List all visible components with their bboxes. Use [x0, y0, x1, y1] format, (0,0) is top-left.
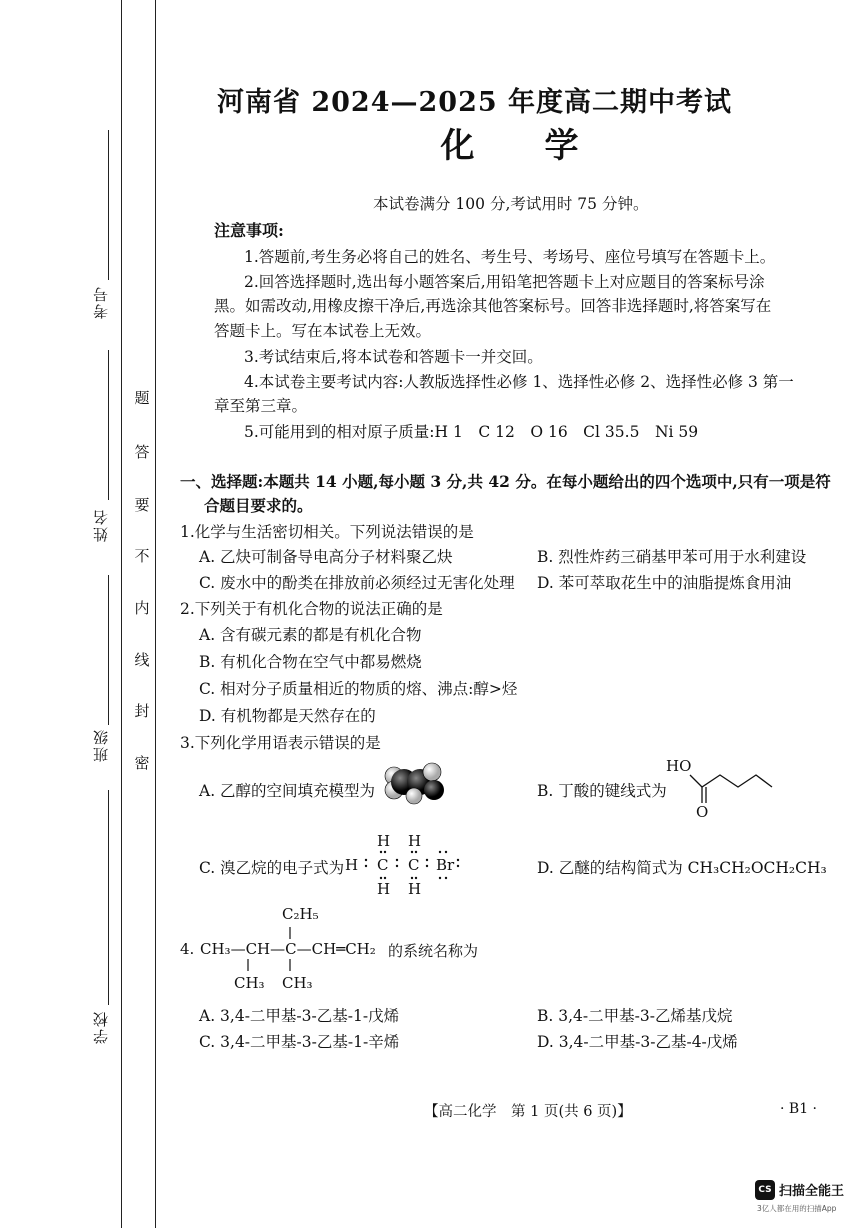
seal-char: 答 — [134, 443, 150, 461]
q4-number: 4. — [180, 940, 195, 958]
q2-option-a: A. 含有碳元素的都是有机化合物 — [199, 626, 422, 644]
q3-option-b: B. 丁酸的键线式为 — [537, 782, 667, 800]
section-heading: 合题目要求的。 — [204, 496, 313, 515]
exam-no-label: 考号 — [92, 285, 110, 319]
binding-line-inner — [155, 0, 156, 1228]
notice-line: 5.可能用到的相对原子质量:H 1 C 12 O 16 Cl 35.5 Ni 59 — [244, 423, 699, 441]
camscanner-name: 扫描全能王 — [779, 1184, 845, 1199]
q4-option-a: A. 3,4-二甲基-3-乙基-1-戊烯 — [199, 1007, 400, 1025]
paper-code: · B1 · — [780, 1101, 817, 1117]
q4-bottom-left: CH₃ — [234, 974, 265, 992]
notice-line: 答题卡上。写在本试卷上无效。 — [214, 322, 432, 340]
ef-c-1: C — [377, 856, 389, 874]
q4-top-group: C₂H₅ — [282, 905, 319, 923]
ef-c-2: C — [408, 856, 420, 874]
notice-line: 黑。如需改动,用橡皮擦干净后,再选涂其他答案标号。回答非选择题时,将答案写在 — [214, 297, 772, 315]
binding-line-outer — [121, 0, 122, 1228]
electron-dots — [355, 848, 465, 888]
q1-option-c: C. 废水中的酚类在排放前必须经过无害化处理 — [199, 574, 515, 592]
seal-char: 线 — [134, 651, 150, 669]
butyric-acid-o: O — [696, 803, 709, 821]
ef-h-top-1: H — [377, 832, 391, 850]
exam-info: 本试卷满分 100 分,考试用时 75 分钟。 — [373, 195, 649, 213]
seal-char: 题 — [134, 389, 150, 407]
notice-heading: 注意事项: — [214, 221, 284, 240]
q3-option-a: A. 乙醇的空间填充模型为 — [199, 782, 376, 800]
butyric-acid-skeletal-formula — [660, 755, 780, 815]
q2-option-d: D. 有机物都是天然存在的 — [199, 707, 376, 725]
class-rule — [108, 575, 109, 725]
page-footer: 【高二化学 第 1 页(共 6 页)】 — [424, 1104, 632, 1120]
ef-h-bottom-1: H — [377, 880, 391, 898]
diethyl-ether-formula: CH₃CH₂OCH₂CH₃ — [687, 859, 827, 877]
notice-line: 2.回答选择题时,选出每小题答案后,用铅笔把答题卡上对应题目的答案标号涂 — [244, 273, 765, 291]
q4-suffix: 的系统名称为 — [388, 942, 479, 960]
q2-option-b: B. 有机化合物在空气中都易燃烧 — [199, 653, 422, 671]
seal-char: 要 — [134, 496, 150, 514]
q3-option-d — [537, 856, 827, 878]
q3-stem: 3.下列化学用语表示错误的是 — [180, 734, 381, 752]
class-label: 班级 — [92, 728, 110, 762]
q4-option-b: B. 3,4-二甲基-3-乙烯基戊烷 — [537, 1007, 733, 1025]
q1-option-b: B. 烈性炸药三硝基甲苯可用于水利建设 — [537, 548, 807, 566]
ef-br: Br — [436, 856, 455, 874]
subject-title: 化学 — [440, 126, 649, 166]
exam-title: 河南省 2024—2025 年度高二期中考试 — [216, 87, 733, 118]
q4-bottom-right: CH₃ — [282, 974, 313, 992]
camscanner-logo: CS — [755, 1180, 775, 1200]
seal-char: 封 — [134, 702, 150, 720]
q4-main-chain: CH₃—CH—C—CH═CH₂ — [200, 940, 376, 958]
section-heading: 一、选择题:本题共 14 小题,每小题 3 分,共 42 分。在每小题给出的四个选项中,只有一项是符 — [180, 472, 831, 491]
butyric-acid-ho: HO — [666, 757, 692, 775]
q3-option-d-prefix: D. 乙醚的结构简式为 — [537, 859, 688, 877]
q4-option-c: C. 3,4-二甲基-3-乙基-1-辛烯 — [199, 1033, 400, 1051]
seal-char: 不 — [134, 547, 150, 565]
ef-h-left: H — [345, 856, 359, 874]
notice-line: 4.本试卷主要考试内容:人教版选择性必修 1、选择性必修 2、选择性必修 3 第一 — [244, 373, 794, 391]
ef-h-bottom-2: H — [408, 880, 422, 898]
q3-option-c: C. 溴乙烷的电子式为 — [199, 859, 345, 877]
name-label: 姓名 — [92, 508, 110, 542]
ethanol-space-filling-model — [382, 760, 446, 806]
notice-line: 章至第三章。 — [214, 397, 308, 415]
exam-no-rule — [108, 130, 109, 280]
school-rule — [108, 790, 109, 1005]
school-label: 学校 — [92, 1010, 110, 1044]
notice-line: 3.考试结束后,将本试卷和答题卡一并交回。 — [244, 348, 543, 366]
seal-char: 密 — [134, 754, 150, 772]
q2-option-c: C. 相对分子质量相近的物质的熔、沸点:醇>烃 — [199, 680, 518, 698]
q1-option-a: A. 乙炔可制备导电高分子材料聚乙炔 — [199, 548, 453, 566]
ef-h-top-2: H — [408, 832, 422, 850]
q1-stem: 1.化学与生活密切相关。下列说法错误的是 — [180, 523, 474, 541]
q4-option-d: D. 3,4-二甲基-3-乙基-4-戊烯 — [537, 1033, 738, 1051]
seal-char: 内 — [134, 599, 150, 617]
name-rule — [108, 350, 109, 500]
q1-option-d: D. 苯可萃取花生中的油脂提炼食用油 — [537, 574, 792, 592]
q2-stem: 2.下列关于有机化合物的说法正确的是 — [180, 600, 443, 618]
notice-line: 1.答题前,考生务必将自己的姓名、考生号、考场号、座位号填写在答题卡上。 — [244, 248, 776, 266]
camscanner-tagline: 3亿人都在用的扫描App — [757, 1204, 837, 1213]
